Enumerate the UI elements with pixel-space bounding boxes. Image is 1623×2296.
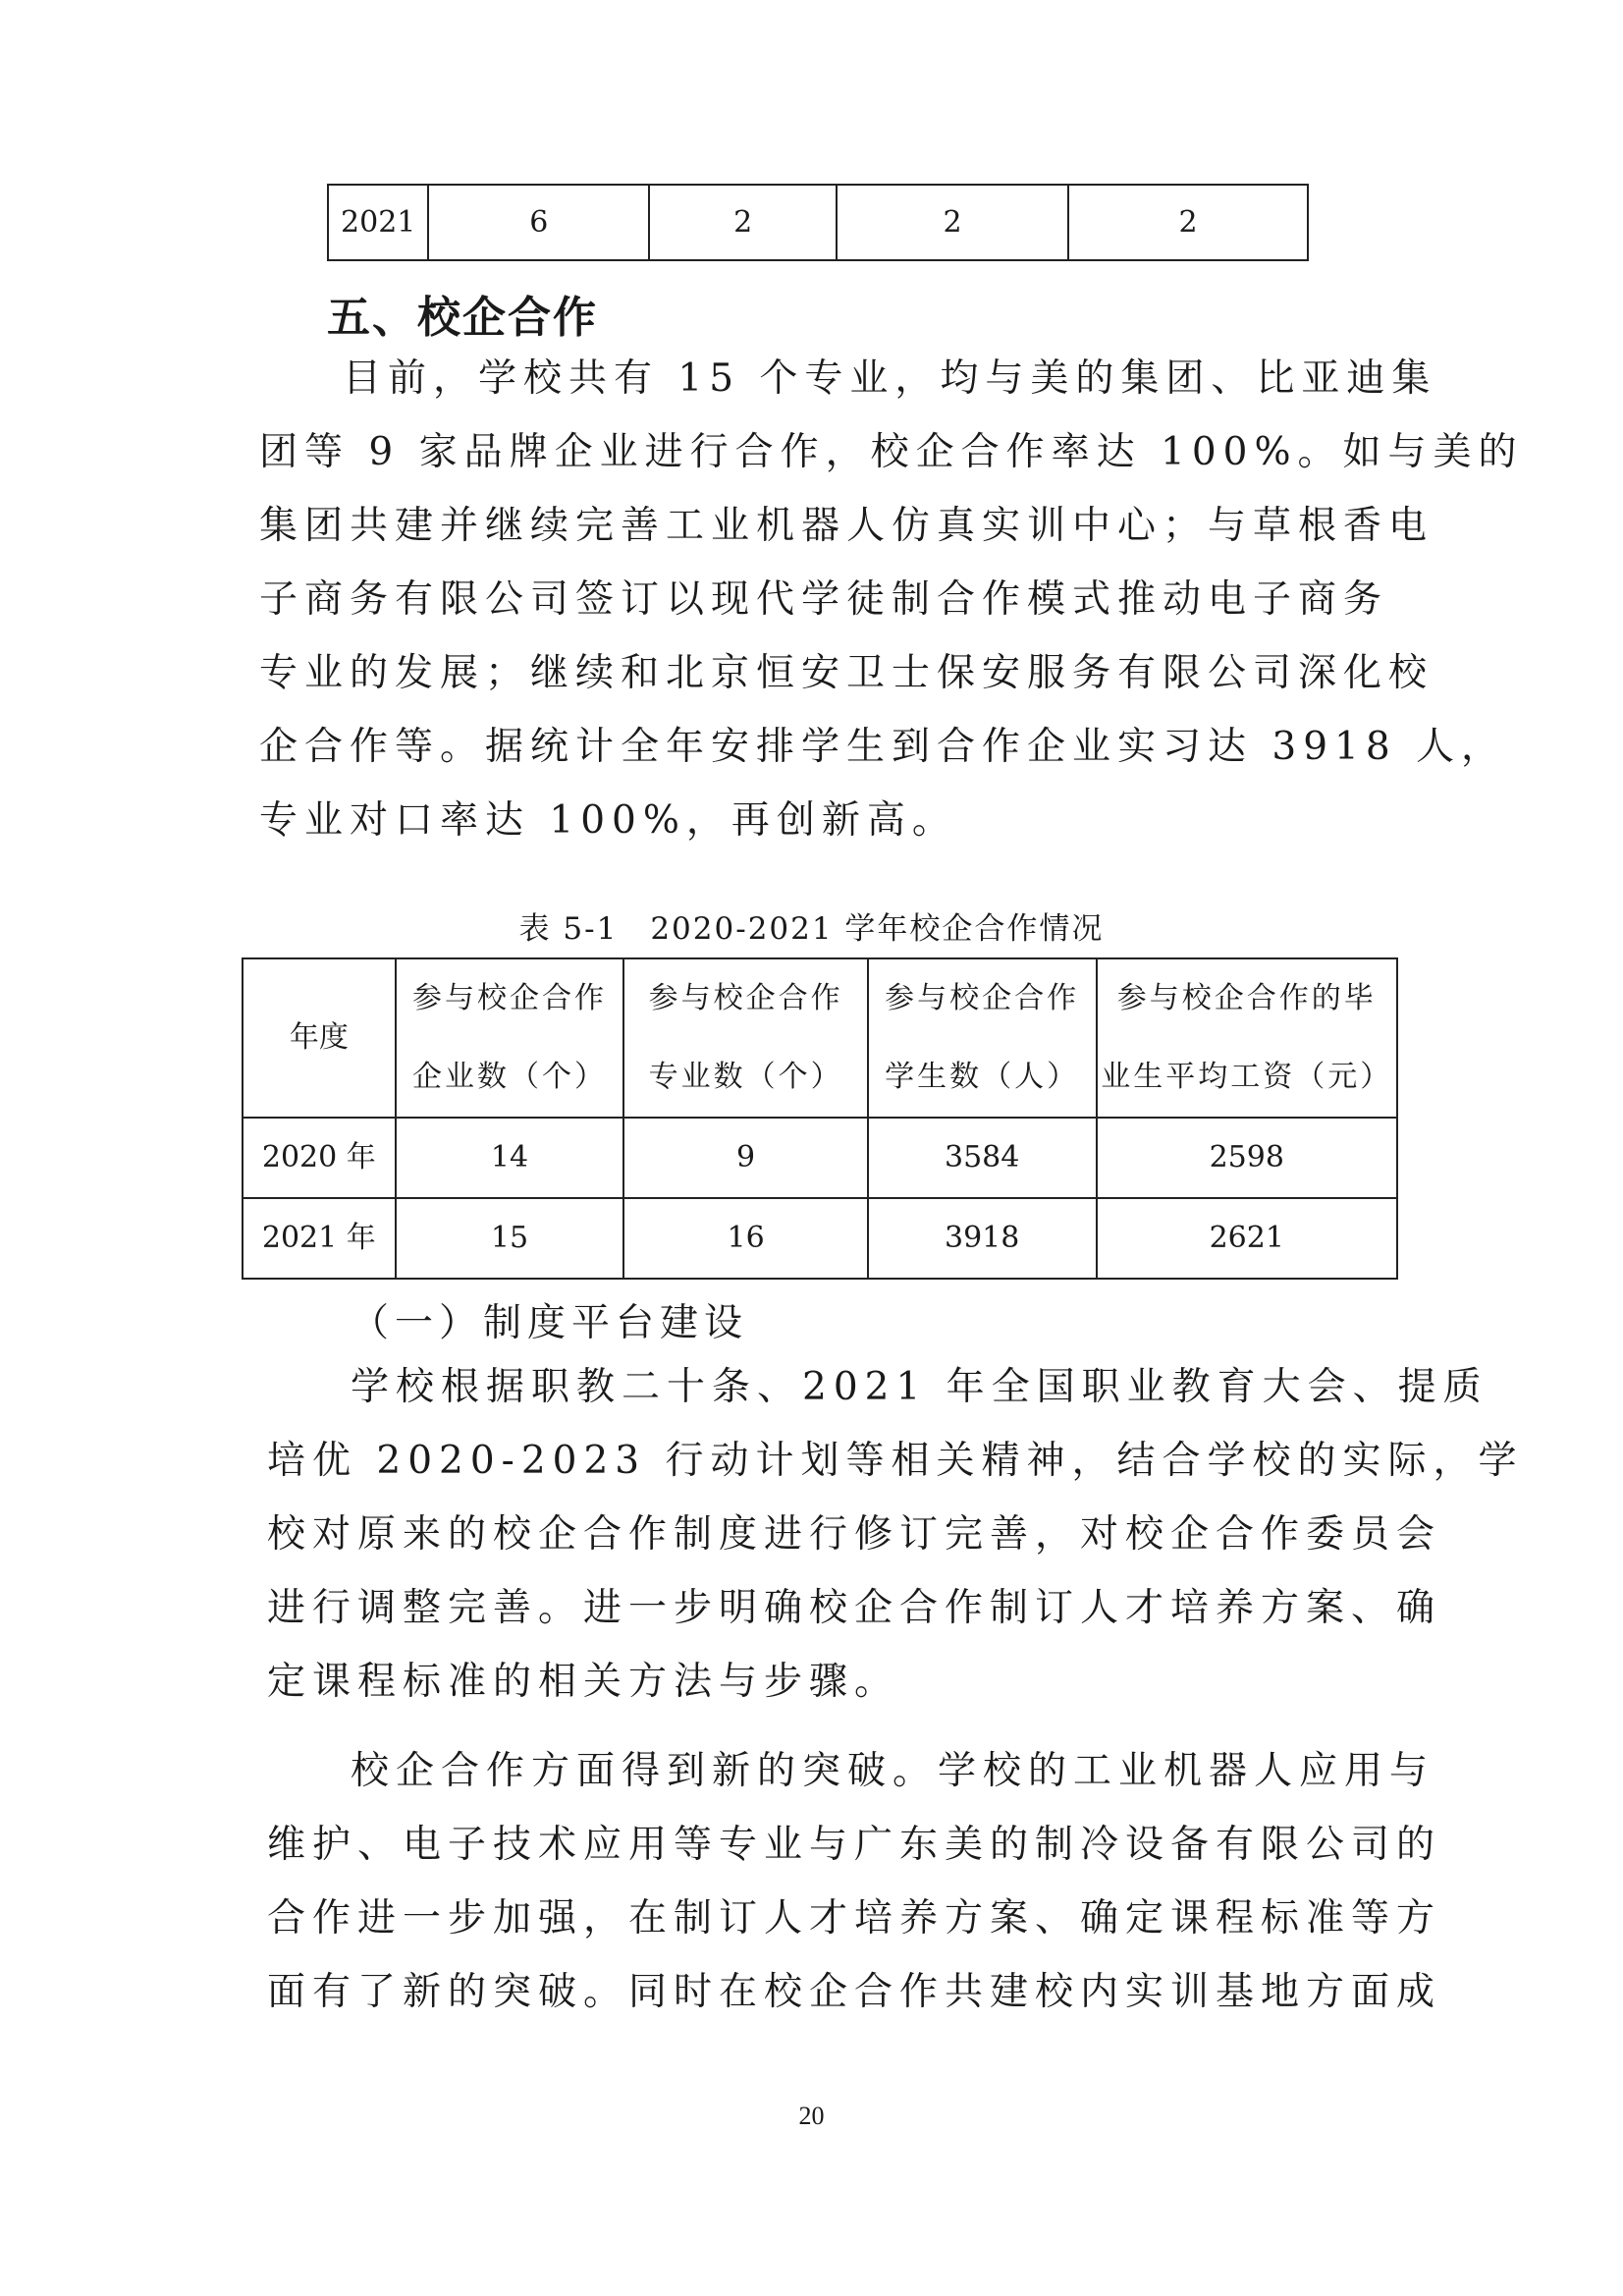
table-cell: 3918 (868, 1198, 1097, 1279)
sub-heading: （一）制度平台建设 (351, 1301, 749, 1345)
table-cell: 2598 (1097, 1118, 1397, 1198)
paragraph-line: 团等 9 家品牌企业进行合作，校企合作率达 100%。如与美的 (259, 430, 1524, 474)
table-caption: 表 5-1 2020-2021 学年校企合作情况 (518, 911, 1105, 947)
table-row (243, 1198, 1397, 1279)
table-header-row (243, 958, 1397, 1118)
table-cell: 2621 (1097, 1198, 1397, 1279)
table-cell: 2 (1068, 185, 1308, 260)
page-number: 20 (798, 2102, 825, 2130)
paragraph-line: 校企合作方面得到新的突破。学校的工业机器人应用与 (351, 1749, 1435, 1793)
paragraph-line: 子商务有限公司签订以现代学徒制合作模式推动电子商务 (259, 577, 1389, 622)
table-cell: 14 (396, 1118, 624, 1198)
column-header-salary: 参与校企合作的毕 业生平均工资（元） (1097, 958, 1397, 1118)
table-row (243, 1118, 1397, 1198)
paragraph-line: 学校根据职教二十条、2021 年全国职业教育大会、提质 (351, 1365, 1488, 1409)
table-cell: 2020 年 (243, 1118, 396, 1198)
paragraph-line: 合作进一步加强，在制订人才培养方案、确定课程标准等方 (267, 1896, 1442, 1941)
table-row (328, 185, 1308, 260)
paragraph-line: 集团共建并继续完善工业机器人仿真实训中心；与草根香电 (259, 504, 1434, 548)
table-cell: 15 (396, 1198, 624, 1279)
table-cell: 9 (623, 1118, 867, 1198)
paragraph-line: 校对原来的校企合作制度进行修订完善，对校企合作委员会 (267, 1512, 1442, 1557)
paragraph-line: 专业对口率达 100%，再创新高。 (259, 798, 957, 843)
table-cell: 2021 (328, 185, 428, 260)
table-cell: 2 (649, 185, 837, 260)
table-cell: 2021 年 (243, 1198, 396, 1279)
paragraph-line: 目前，学校共有 15 个专业，均与美的集团、比亚迪集 (343, 356, 1437, 401)
column-header-students: 参与校企合作 学生数（人） (868, 958, 1097, 1118)
paragraph-line: 企合作等。据统计全年安排学生到合作企业实习达 3918 人， (259, 725, 1507, 769)
table-cell: 2 (837, 185, 1068, 260)
paragraph-line: 维护、电子技术应用等专业与广东美的制冷设备有限公司的 (267, 1823, 1442, 1867)
paragraph-line: 进行调整完善。进一步明确校企合作制订人才培养方案、确 (267, 1586, 1442, 1630)
paragraph-line: 培优 2020-2023 行动计划等相关精神，结合学校的实际，学 (267, 1439, 1524, 1483)
table-cell: 3584 (868, 1118, 1097, 1198)
section-heading: 五、校企合作 (327, 293, 598, 343)
column-header-majors: 参与校企合作 专业数（个） (623, 958, 867, 1118)
table-cell: 16 (623, 1198, 867, 1279)
table-cell: 6 (428, 185, 649, 260)
previous-table-continuation (327, 184, 1309, 261)
column-header-enterprises: 参与校企合作 企业数（个） (396, 958, 624, 1118)
paragraph-line: 定课程标准的相关方法与步骤。 (267, 1660, 900, 1704)
paragraph-line: 专业的发展；继续和北京恒安卫士保安服务有限公司深化校 (259, 651, 1434, 695)
cooperation-table (242, 957, 1398, 1280)
paragraph-line: 面有了新的突破。同时在校企合作共建校内实训基地方面成 (267, 1970, 1442, 2014)
column-header-year: 年度 (243, 958, 396, 1118)
